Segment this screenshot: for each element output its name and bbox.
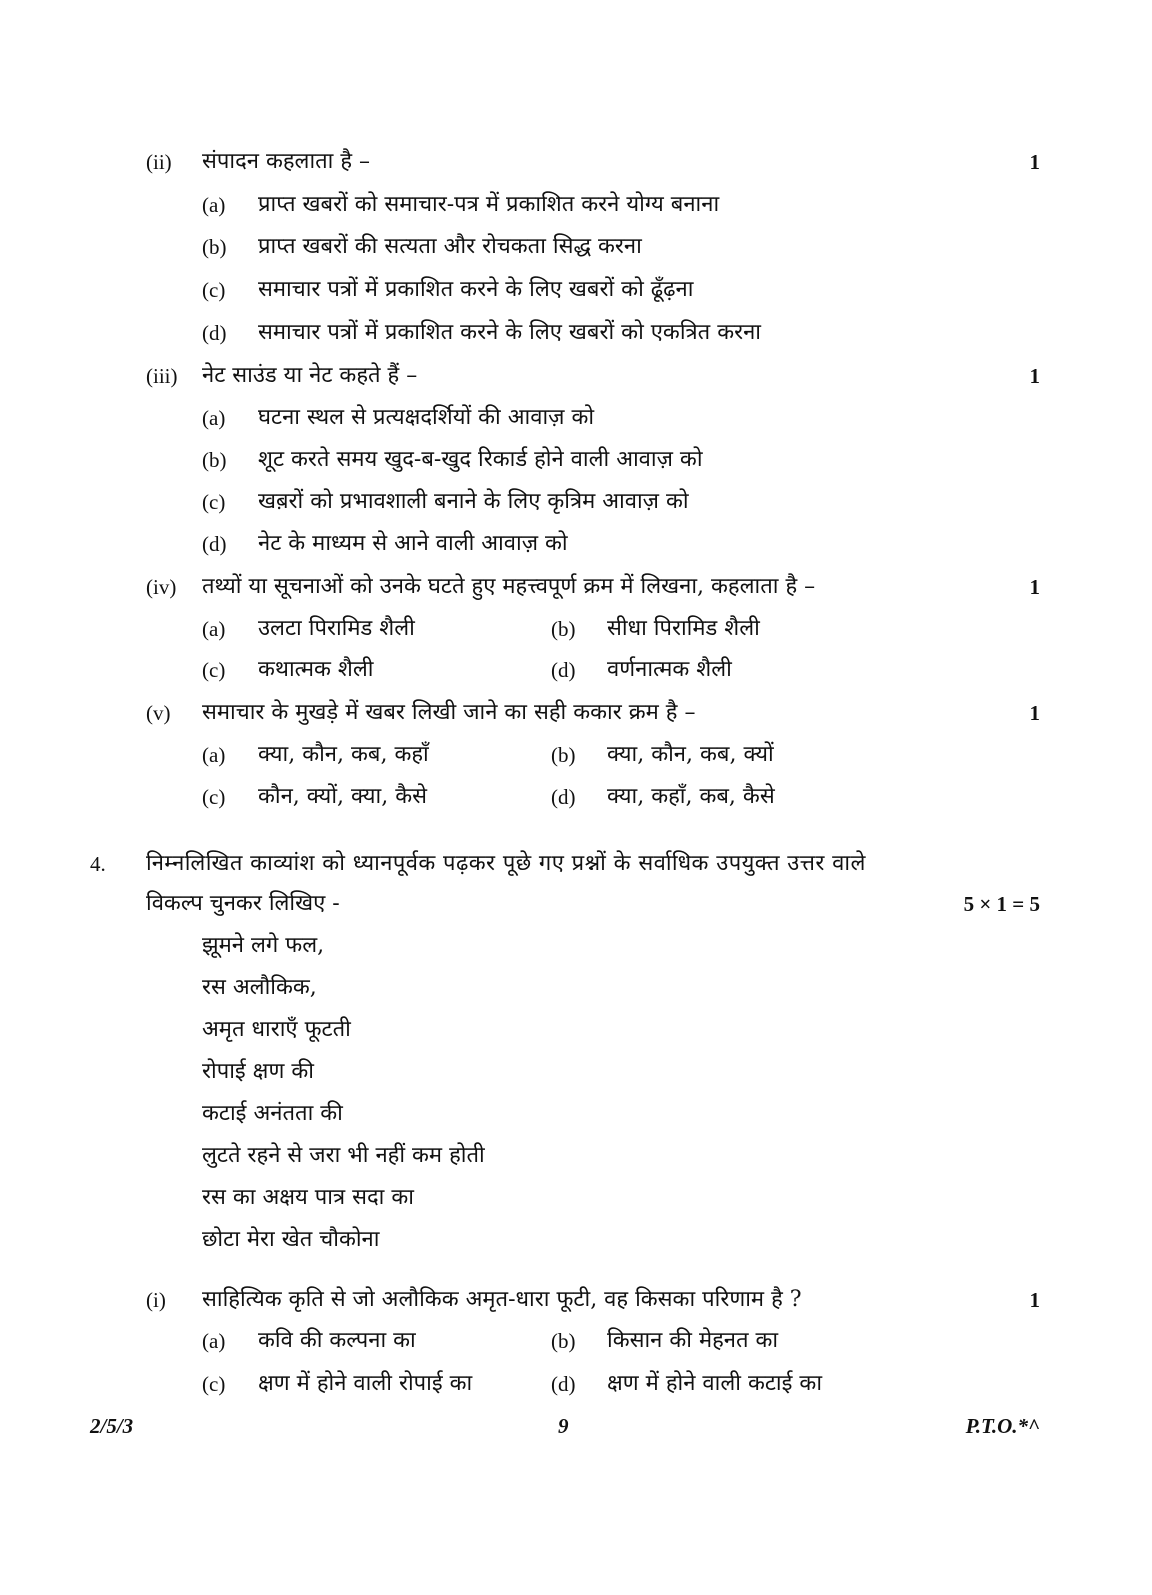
option-text: शूट करते समय खुद-ब-खुद रिकार्ड होने वाली आवाज़ को (258, 447, 703, 472)
question-text: संपादन कहलाता है – (202, 149, 371, 174)
option-text: प्राप्त खबरों की सत्यता और रोचकता सिद्ध करना (258, 234, 642, 259)
question-number: (iv) (146, 575, 177, 599)
question-marks: 1 (1029, 701, 1040, 725)
poem-line: रस का अक्षय पात्र सदा का (202, 1185, 414, 1210)
question-marks: 5 × 1 = 5 (963, 892, 1040, 916)
option-text: कौन, क्यों, क्या, कैसे (258, 784, 427, 809)
question-text: समाचार के मुखड़े में खबर लिखी जाने का सही ककार क्रम है – (202, 700, 696, 725)
question-text: साहित्यिक कृति से जो अलौकिक अमृत-धारा फूटी, वह किसका परिणाम है ? (202, 1287, 802, 1312)
option-text: क्षण में होने वाली रोपाई का (258, 1371, 473, 1396)
question-3-iii (0, 358, 1152, 394)
option-letter: (d) (551, 785, 576, 809)
poem-line: कटाई अनंतता की (202, 1101, 343, 1126)
poem-line: छोटा मेरा खेत चौकोना (202, 1227, 380, 1252)
question-number: 4. (90, 852, 106, 876)
question-4-i (0, 1282, 1152, 1318)
poem-line: अमृत धाराएँ फूटती (202, 1017, 351, 1042)
option-letter: (d) (202, 321, 227, 345)
option-text: क्षण में होने वाली कटाई का (607, 1371, 823, 1396)
poem-line: झूमने लगे फल, (202, 933, 325, 958)
option-text: कवि की कल्पना का (258, 1328, 416, 1353)
option-letter: (c) (202, 785, 226, 809)
option-letter: (b) (551, 1329, 576, 1353)
question-marks: 1 (1029, 150, 1040, 174)
option-letter: (c) (202, 490, 226, 514)
question-text-line-2: विकल्प चुनकर लिखिए - (146, 891, 340, 916)
option-text: प्राप्त खबरों को समाचार-पत्र में प्रकाशित करने योग्य बनाना (258, 192, 720, 217)
option-letter: (b) (202, 235, 227, 259)
option-text: क्या, कौन, कब, क्यों (607, 742, 774, 767)
option-text: घटना स्थल से प्रत्यक्षदर्शियों की आवाज़ को (258, 405, 595, 430)
paper-code: 2/5/3 (90, 1414, 134, 1438)
option-text: समाचार पत्रों में प्रकाशित करने के लिए खबरों को ढूँढ़ना (258, 277, 694, 302)
question-3-iv (0, 569, 1152, 605)
option-text: उलटा पिरामिड शैली (258, 616, 415, 641)
question-marks: 1 (1029, 575, 1040, 599)
question-3-ii (0, 144, 1152, 180)
question-number: (i) (146, 1288, 166, 1312)
question-4-line-2 (0, 886, 1152, 922)
option-text: नेट के माध्यम से आने वाली आवाज़ को (258, 531, 568, 556)
option-letter: (b) (551, 743, 576, 767)
option-letter: (c) (202, 1372, 226, 1396)
pto-label: P.T.O.*^ (965, 1414, 1040, 1438)
question-number: (iii) (146, 364, 178, 388)
question-marks: 1 (1029, 1288, 1040, 1312)
question-number: (v) (146, 701, 171, 725)
option-text: कथात्मक शैली (258, 657, 374, 682)
option-text: सीधा पिरामिड शैली (607, 616, 760, 641)
poem-line: रोपाई क्षण की (202, 1059, 314, 1084)
option-letter: (d) (551, 1372, 576, 1396)
option-text: समाचार पत्रों में प्रकाशित करने के लिए खबरों को एकत्रित करना (258, 320, 762, 345)
option-letter: (b) (202, 448, 227, 472)
option-letter: (c) (202, 658, 226, 682)
question-marks: 1 (1029, 364, 1040, 388)
question-text: तथ्यों या सूचनाओं को उनके घटते हुए महत्त्वपूर्ण क्रम में लिखना, कहलाता है – (202, 574, 816, 599)
page-number: 9 (558, 1414, 569, 1438)
question-3-v (0, 695, 1152, 731)
poem-line: लुटते रहने से जरा भी नहीं कम होती (202, 1143, 485, 1168)
option-text: क्या, कहाँ, कब, कैसे (607, 784, 775, 809)
question-number: (ii) (146, 150, 172, 174)
option-text: वर्णनात्मक शैली (607, 657, 732, 682)
question-text-line-1: निम्नलिखित काव्यांश को ध्यानपूर्वक पढ़कर पूछे गए प्रश्नों के सर्वाधिक उपयुक्त उत्तर वाले (146, 851, 866, 876)
question-4 (0, 846, 1152, 882)
option-letter: (c) (202, 278, 226, 302)
option-letter: (a) (202, 743, 226, 767)
option-text: किसान की मेहनत का (607, 1328, 779, 1353)
option-letter: (a) (202, 1329, 226, 1353)
option-letter: (a) (202, 193, 226, 217)
option-letter: (d) (551, 658, 576, 682)
poem-line: रस अलौकिक, (202, 975, 317, 1000)
option-letter: (a) (202, 406, 226, 430)
option-letter: (a) (202, 617, 226, 641)
option-text: खब़रों को प्रभावशाली बनाने के लिए कृत्रिम आवाज़ को (258, 489, 689, 514)
question-text: नेट साउंड या नेट कहते हैं – (202, 363, 418, 388)
option-letter: (d) (202, 532, 227, 556)
option-letter: (b) (551, 617, 576, 641)
option-text: क्या, कौन, कब, कहाँ (258, 742, 429, 767)
